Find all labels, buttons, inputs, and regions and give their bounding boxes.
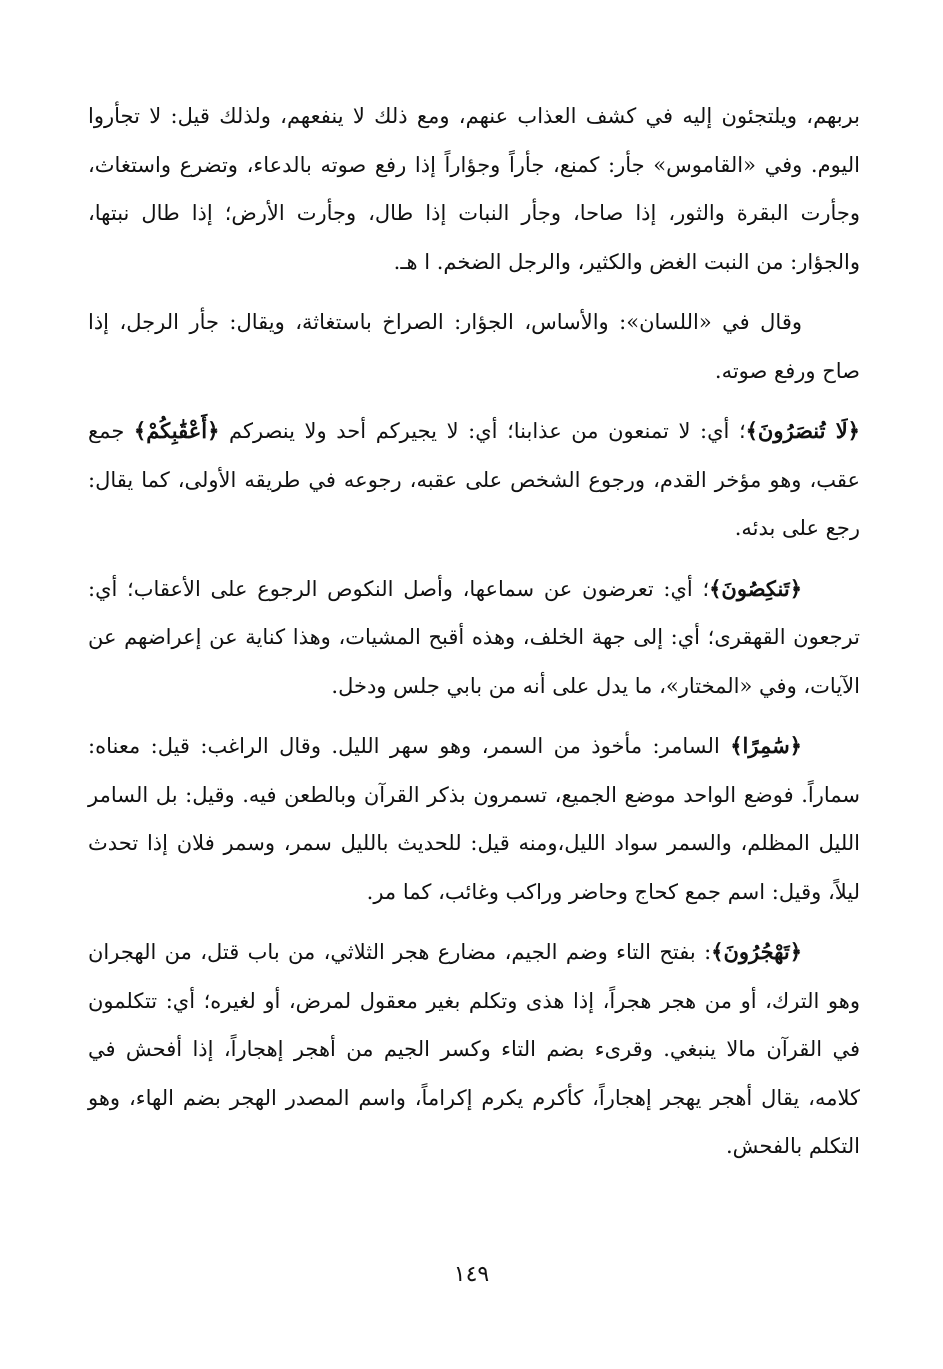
- paragraph-text: ؛ أي: لا تمنعون من عذابنا؛ أي: لا يجيركم أحد ولا ينصركم: [229, 419, 746, 443]
- quran-term: ﴿أَعْقَٰبِكُمْ﴾: [133, 418, 220, 443]
- paragraph-2: [88, 298, 860, 395]
- paragraph-text: ؛ أي: تعرضون عن سماعها، وأصل النكوص الرجوع على الأعقاب؛ أي: ترجعون القهقرى؛ أي: إلى جهة الخلف، وهذه أقبح المشيات، وهذا كناية عن إعراضهم عن الآيات، وفي «المختار»، ما يدل على أنه من بابي جلس ودخل.: [88, 576, 860, 698]
- paragraph-5: [88, 722, 860, 916]
- quran-term: ﴿تَنكِصُونَ﴾: [709, 575, 802, 601]
- paragraph-4: [88, 565, 860, 711]
- quran-term: ﴿لَا تُنصَرُونَ﴾: [745, 418, 860, 443]
- paragraph-1: [88, 92, 860, 286]
- paragraph-text: : بفتح التاء وضم الجيم، مضارع هجر الثلاثي، من باب قتل، من الهجران وهو الترك، أو من هجر هجراً، إذا هذى وتكلم بغير معقول لمرض، أو لغيره؛ أي: تتكلمون في القرآن مالا ينبغي. وقرىء بضم التاء وكسر الجيم من أهجر إهجاراً، إذا أفحش في كلامه، يقال أهجر يهجر إهجاراً، كأكرم يكرم إكراماً، واسم المصدر الهجر بضم الهاء، وهو التكلم بالفحش.: [88, 940, 860, 1158]
- page-number: ١٤٩: [453, 1262, 490, 1287]
- quran-term: ﴿سَٰمِرًا﴾: [730, 733, 802, 758]
- paragraph-3: [88, 407, 860, 553]
- paragraph-6: [88, 928, 860, 1171]
- paragraph-text: وقال في «اللسان»: والأساس، الجؤار: الصراخ باستغاثة، ويقال: جأر الرجل، إذا صاح ورفع صوته.: [88, 310, 860, 383]
- paragraph-text: السامر: مأخوذ من السمر، وهو سهر الليل. وقال الراغب: قيل: معناه: سماراً. فوضع الواحد موضع الجميع، تسمرون بذكر القرآن وبالطعن فيه. وقيل: بل السامر الليل المظلم، والسمر سواد الليل،ومنه قيل: للحديث بالليل سمر، وسمر فلان إذا تحدث ليلاً، وقيل: اسم جمع كحاج وحاضر وراكب وغائب، كما مر.: [88, 734, 860, 904]
- quran-term: ﴿تَهْجُرُونَ﴾: [711, 939, 802, 964]
- page-body: [88, 92, 860, 1183]
- paragraph-text: بربهم، ويلتجئون إليه في كشف العذاب عنهم، ومع ذلك لا ينفعهم، ولذلك قيل: لا تجأروا اليوم. وفي «القاموس» جأر: كمنع، جأراً وجؤاراً إذا رفع صوته بالدعاء، وتضرع واستغاث، وجأرت البقرة والثور، إذا صاحا، وجأر النبات إذا طال، وجأرت الأرض؛ إذا طال نبتها، والجؤار: من النبت الغض والكثير، والرجل الضخم. ا هـ.: [88, 104, 860, 274]
- paragraph-text: جمع عقب، وهو مؤخر القدم، ورجوع الشخص على عقبه، رجوعه في طريقه الأولى، كما يقال: رجع على بدئه.: [88, 419, 860, 540]
